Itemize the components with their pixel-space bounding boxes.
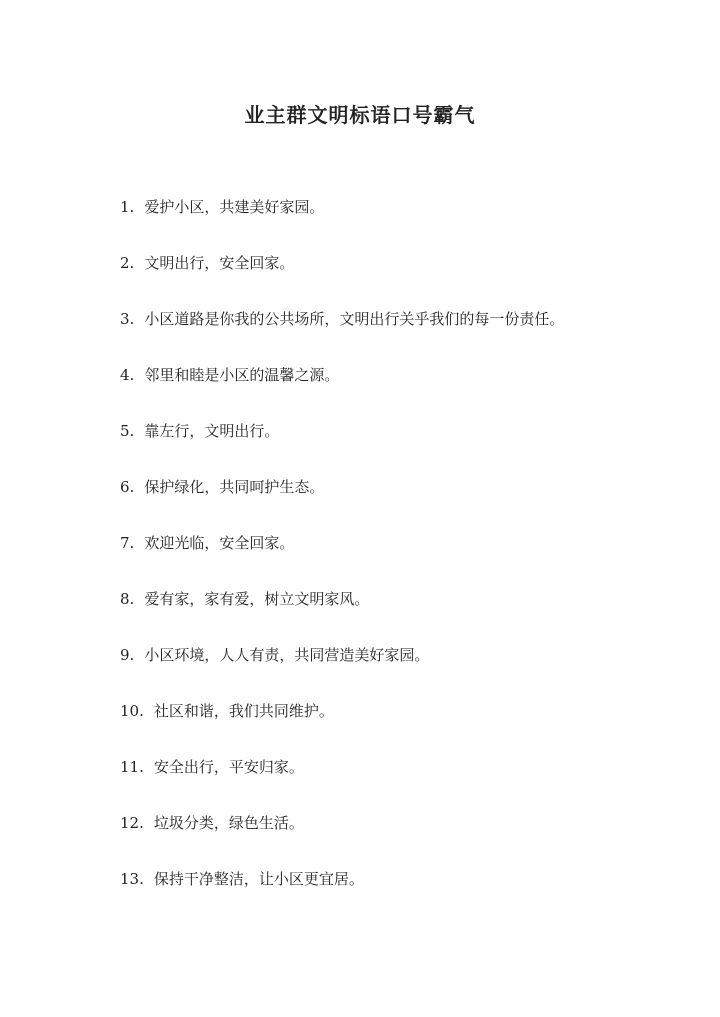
list-item-number: 9.: [120, 646, 135, 664]
list-item-number: 2.: [120, 254, 135, 272]
list-item-number: 8.: [120, 590, 135, 608]
list-item: [120, 756, 660, 812]
list-item-text: 社区和谐，我们共同维护。: [153, 702, 334, 720]
list-item-text: 欢迎光临，安全回家。: [144, 534, 295, 552]
slogan-list: [120, 196, 660, 924]
list-item-number: 6.: [120, 478, 135, 496]
list-item: [120, 588, 660, 644]
list-item-text: 小区道路是你我的公共场所，文明出行关乎我们的每一份责任。: [144, 310, 565, 328]
list-item: [120, 868, 660, 924]
list-item-text: 小区环境，人人有责，共同营造美好家园。: [144, 646, 430, 664]
list-item: [120, 308, 660, 364]
list-item-number: 3.: [120, 310, 135, 328]
list-item-text: 靠左行，文明出行。: [144, 422, 280, 440]
list-item: [120, 532, 660, 588]
list-item-text: 爱护小区，共建美好家园。: [144, 198, 325, 216]
list-item: [120, 700, 660, 756]
list-item-number: 12.: [120, 814, 144, 832]
list-item: [120, 252, 660, 308]
list-item: [120, 476, 660, 532]
page-title: 业主群文明标语口号霸气: [244, 103, 476, 128]
list-item-text: 保护绿化，共同呵护生态。: [144, 478, 325, 496]
list-item: [120, 196, 660, 252]
list-item-number: 11.: [120, 758, 144, 776]
list-item-text: 保持干净整洁，让小区更宜居。: [153, 870, 364, 888]
list-item: [120, 644, 660, 700]
list-item-text: 文明出行，安全回家。: [144, 254, 295, 272]
list-item: [120, 812, 660, 868]
list-item-number: 10.: [120, 702, 144, 720]
list-item-number: 13.: [120, 870, 144, 888]
list-item-text: 垃圾分类，绿色生活。: [153, 814, 304, 832]
list-item-number: 7.: [120, 534, 135, 552]
list-item-number: 4.: [120, 366, 135, 384]
list-item-text: 邻里和睦是小区的温馨之源。: [144, 366, 340, 384]
list-item-number: 1.: [120, 198, 135, 216]
list-item-text: 爱有家，家有爱，树立文明家风。: [144, 590, 370, 608]
list-item: [120, 420, 660, 476]
list-item: [120, 364, 660, 420]
list-item-number: 5.: [120, 422, 135, 440]
list-item-text: 安全出行，平安归家。: [153, 758, 304, 776]
